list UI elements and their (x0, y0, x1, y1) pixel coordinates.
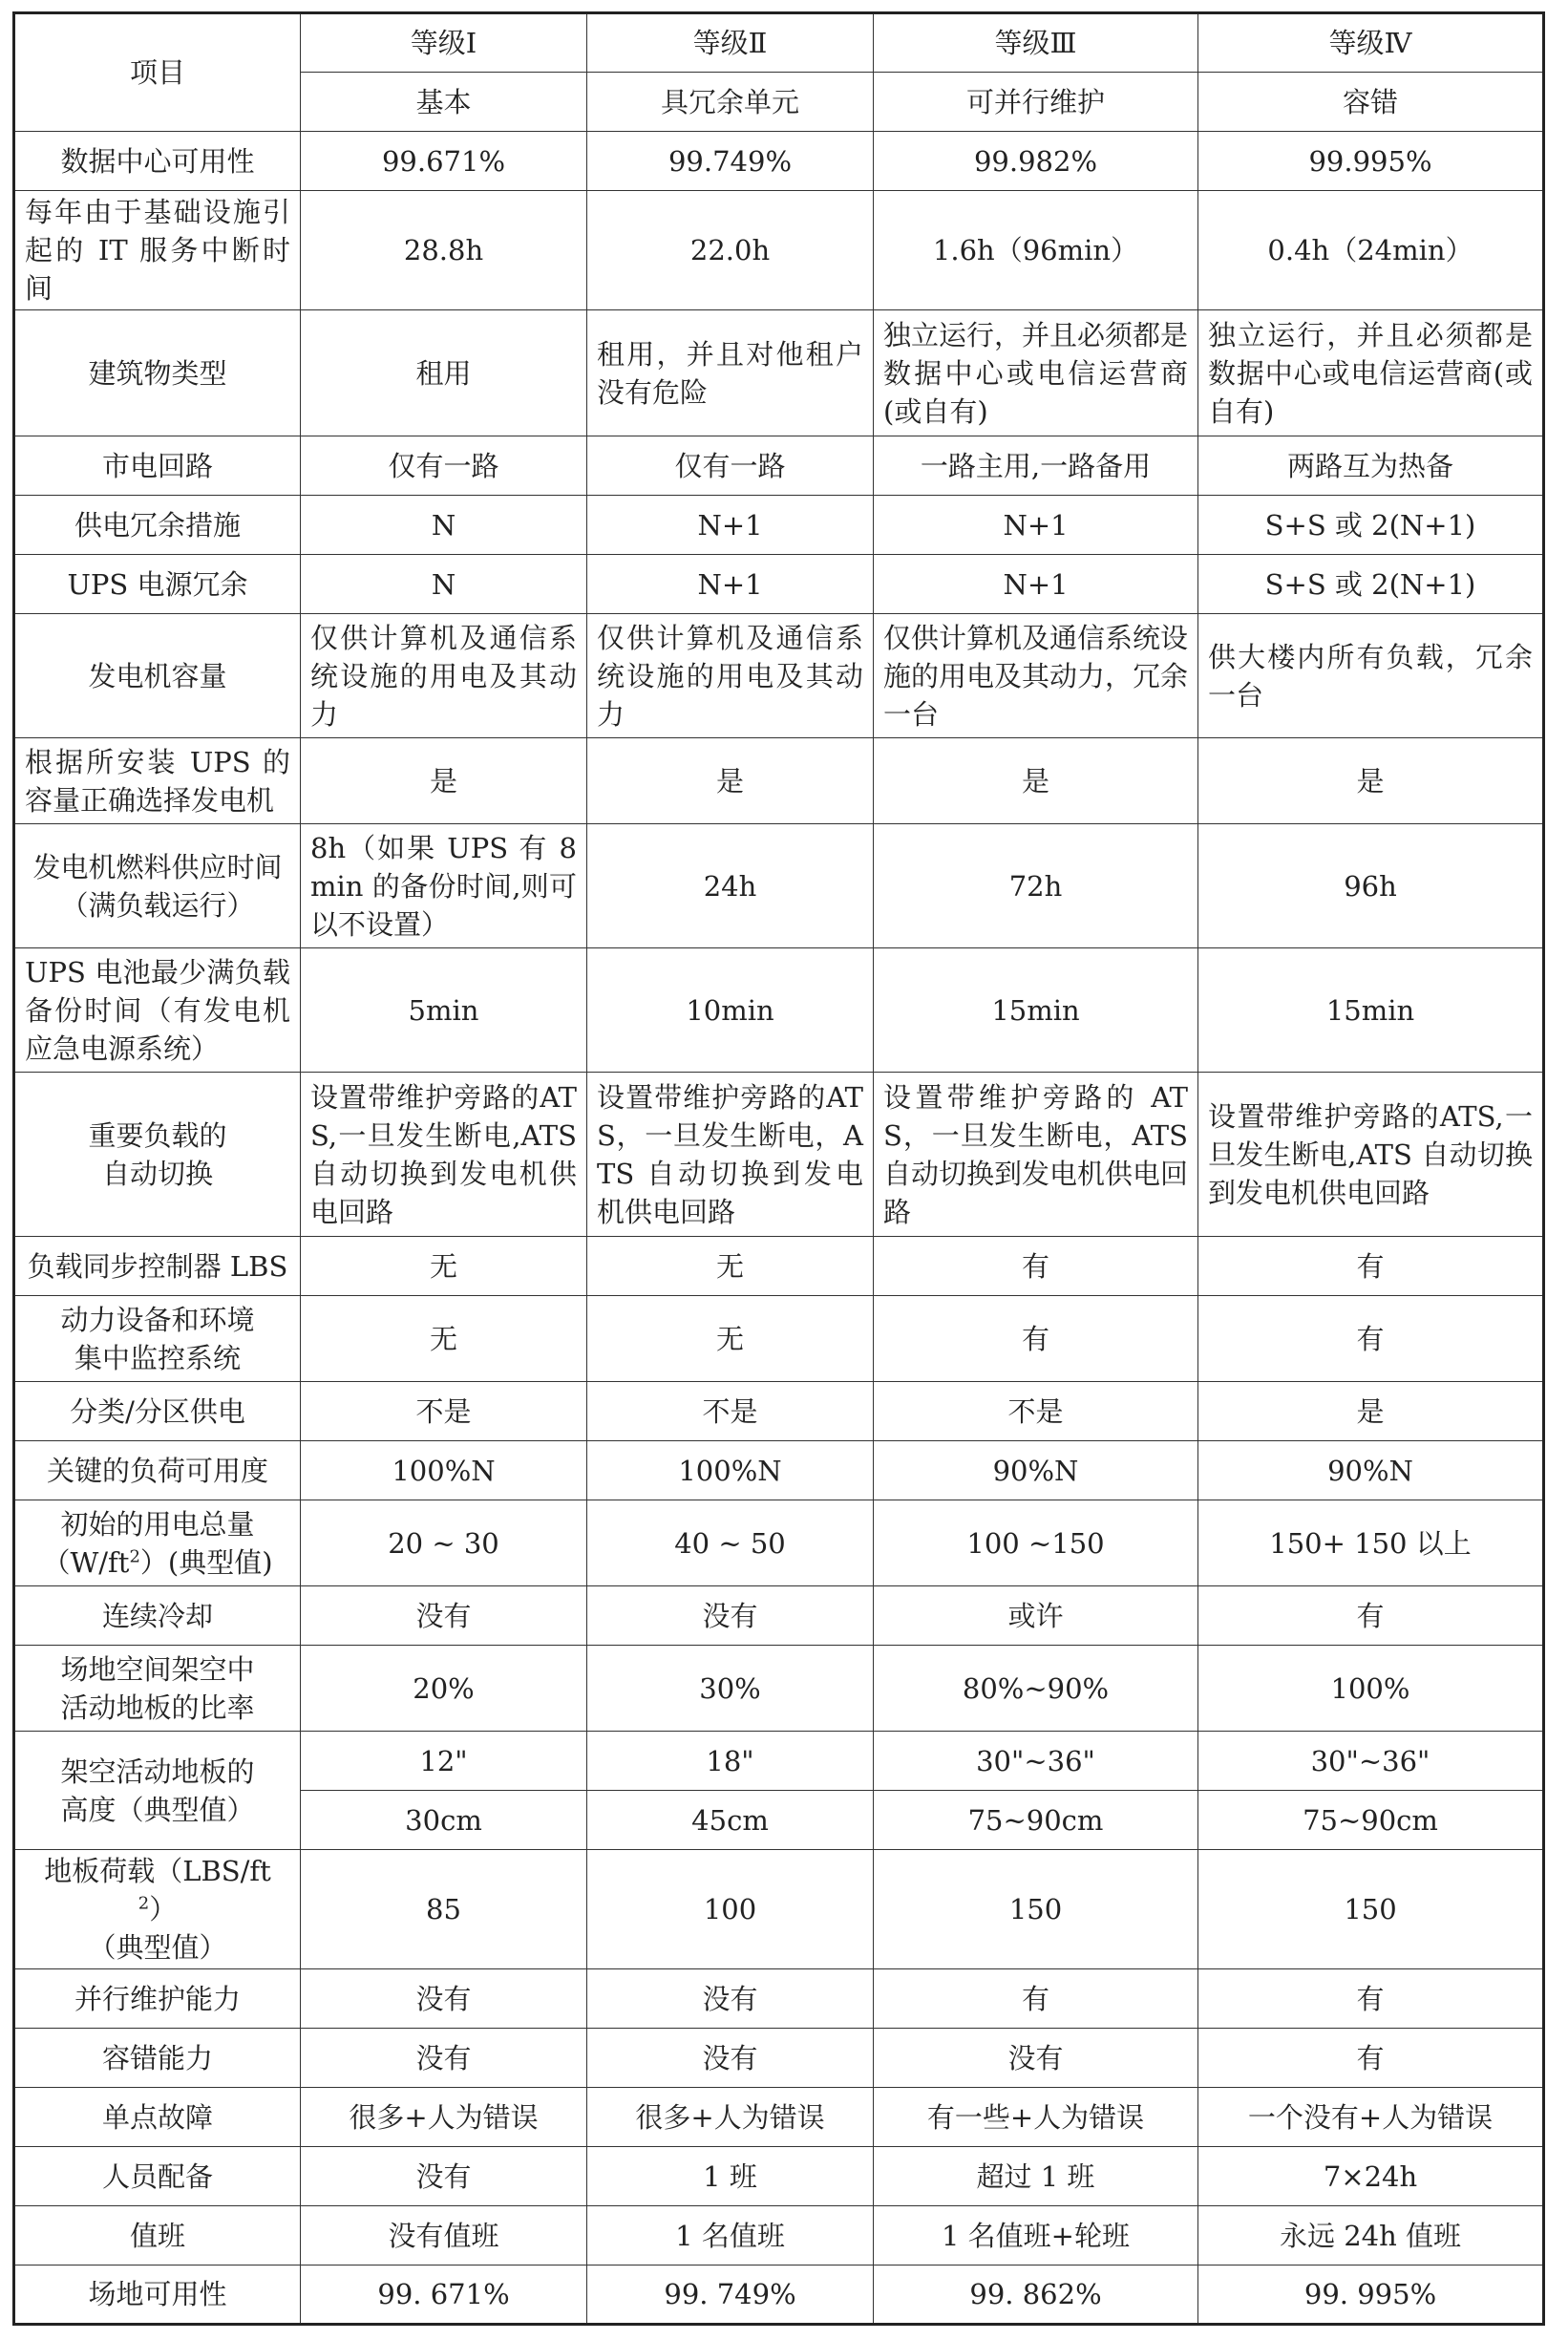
table-cell: 仅有一路 (587, 436, 874, 496)
table-cell: 99.982% (874, 132, 1198, 191)
table-cell: 没有 (587, 2029, 874, 2088)
table-row (14, 2029, 1544, 2088)
table-cell: 99.749% (587, 132, 874, 191)
table-cell: 没有 (587, 1969, 874, 2029)
table-row (14, 13, 1544, 73)
table-cell: 99. 749% (587, 2266, 874, 2325)
header-level-4: 等级Ⅳ (1198, 13, 1544, 73)
row-label: UPS 电源冗余 (14, 555, 301, 614)
table-row (14, 738, 1544, 824)
row-label-line: （典型值） (88, 1931, 227, 1964)
row-label-line (25, 1852, 290, 1928)
table-cell: 15min (1198, 948, 1544, 1073)
table-cell: 是 (301, 738, 587, 824)
table-cell: 租用，并且对他租户没有危险 (587, 310, 874, 436)
table-cell: 有 (1198, 1296, 1544, 1382)
table-cell: N+1 (874, 555, 1198, 614)
table-cell: 30"~36" (1198, 1732, 1544, 1791)
row-label-line: 初始的用电总量 (60, 1507, 255, 1541)
table-cell: 99. 995% (1198, 2266, 1544, 2325)
table-cell: 有一些+人为错误 (874, 2088, 1198, 2147)
table-cell: 仅供计算机及通信系统设施的用电及其动力 (301, 614, 587, 738)
table-cell: 1 名值班+轮班 (874, 2206, 1198, 2266)
table-cell: 独立运行，并且必须都是数据中心或电信运营商(或自有) (1198, 310, 1544, 436)
table-container (12, 11, 1542, 2323)
table-cell: 22.0h (587, 191, 874, 310)
table-cell: 40 ~ 50 (587, 1500, 874, 1586)
table-cell: 0.4h（24min） (1198, 191, 1544, 310)
table-cell: 100 ~150 (874, 1500, 1198, 1586)
table-row (14, 2088, 1544, 2147)
table-row (14, 614, 1544, 738)
table-cell: N (301, 555, 587, 614)
header-level-name-2: 具冗余单元 (587, 73, 874, 132)
table-cell: 10min (587, 948, 874, 1073)
row-label-line: 高度（典型值） (60, 1793, 255, 1826)
table-cell: 96h (1198, 824, 1544, 948)
table-row (14, 1296, 1544, 1382)
label-part: （W/ft (42, 1545, 130, 1579)
table-cell: 99.995% (1198, 132, 1544, 191)
table-row (14, 948, 1544, 1073)
superscript: 2 (129, 1545, 140, 1566)
label-part: ）(典型值) (139, 1545, 273, 1579)
row-label: 建筑物类型 (14, 310, 301, 436)
tier-comparison-table (12, 11, 1545, 2326)
row-label: 单点故障 (14, 2088, 301, 2147)
table-cell: 150 (874, 1850, 1198, 1969)
header-level-name-3: 可并行维护 (874, 73, 1198, 132)
table-cell: 99.671% (301, 132, 587, 191)
table-cell: 30cm (301, 1791, 587, 1850)
table-cell: 5min (301, 948, 587, 1073)
table-cell: 18" (587, 1732, 874, 1791)
row-label: 市电回路 (14, 436, 301, 496)
header-level-2: 等级Ⅱ (587, 13, 874, 73)
row-label: 场地可用性 (14, 2266, 301, 2325)
table-cell: 供大楼内所有负载，冗余一台 (1198, 614, 1544, 738)
row-label-line: 动力设备和环境 (60, 1303, 255, 1336)
table-cell: 150+ 150 以上 (1198, 1500, 1544, 1586)
table-row (14, 1073, 1544, 1237)
table-cell: 99. 862% (874, 2266, 1198, 2325)
table-cell: 是 (587, 738, 874, 824)
table-cell: N+1 (587, 496, 874, 555)
table-cell: 一路主用,一路备用 (874, 436, 1198, 496)
table-cell: 没有 (301, 1969, 587, 2029)
table-cell: 是 (1198, 738, 1544, 824)
table-cell: 100% (1198, 1646, 1544, 1732)
row-label-line: 架空活动地板的 (60, 1755, 255, 1788)
row-label: 容错能力 (14, 2029, 301, 2088)
table-row (14, 824, 1544, 948)
table-cell: 两路互为热备 (1198, 436, 1544, 496)
table-row (14, 2266, 1544, 2325)
table-row (14, 2206, 1544, 2266)
header-level-1: 等级Ⅰ (301, 13, 587, 73)
row-label (14, 1732, 301, 1850)
table-cell: 1.6h（96min） (874, 191, 1198, 310)
table-row (14, 1969, 1544, 2029)
row-label-line: 集中监控系统 (74, 1341, 241, 1374)
row-label (14, 1296, 301, 1382)
table-row (14, 496, 1544, 555)
table-cell: 仅供计算机及通信系统设施的用电及其动力，冗余一台 (874, 614, 1198, 738)
table-cell: 无 (587, 1237, 874, 1296)
row-label-line: 活动地板的比率 (60, 1691, 255, 1724)
table-cell: 不是 (874, 1382, 1198, 1441)
table-cell: 8h（如果 UPS 有 8min 的备份时间,则可以不设置） (301, 824, 587, 948)
table-row (14, 2147, 1544, 2206)
superscript: 2 (138, 1893, 150, 1914)
header-level-name-1: 基本 (301, 73, 587, 132)
row-label: 关键的负荷可用度 (14, 1441, 301, 1500)
row-label-line: 自动切换 (101, 1157, 213, 1190)
table-row (14, 1732, 1544, 1791)
table-row (14, 1850, 1544, 1969)
table-cell: 不是 (587, 1382, 874, 1441)
table-cell: 45cm (587, 1791, 874, 1850)
table-cell: 20 ~ 30 (301, 1500, 587, 1586)
table-cell: 是 (874, 738, 1198, 824)
table-cell: 无 (301, 1237, 587, 1296)
table-cell: 没有 (587, 1586, 874, 1646)
table-cell: 7×24h (1198, 2147, 1544, 2206)
table-cell: N+1 (874, 496, 1198, 555)
row-label: 每年由于基础设施引起的 IT 服务中断时间 (14, 191, 301, 310)
table-cell: 有 (1198, 2029, 1544, 2088)
header-level-name-4: 容错 (1198, 73, 1544, 132)
table-row (14, 1237, 1544, 1296)
row-label: 人员配备 (14, 2147, 301, 2206)
table-cell: 99. 671% (301, 2266, 587, 2325)
table-cell: 超过 1 班 (874, 2147, 1198, 2206)
row-label-line: 场地空间架空中 (60, 1652, 255, 1686)
table-cell: 30% (587, 1646, 874, 1732)
table-cell: 1 班 (587, 2147, 874, 2206)
table-cell: 1 名值班 (587, 2206, 874, 2266)
table-cell: 150 (1198, 1850, 1544, 1969)
row-label: 连续冷却 (14, 1586, 301, 1646)
row-label: 并行维护能力 (14, 1969, 301, 2029)
table-cell: 设置带维护旁路的ATS,一旦发生断电,ATS 自动切换到发电机供电回路 (1198, 1073, 1544, 1237)
table-cell: 仅有一路 (301, 436, 587, 496)
table-cell: 75~90cm (1198, 1791, 1544, 1850)
table-cell: 很多+人为错误 (587, 2088, 874, 2147)
row-label (14, 1073, 301, 1237)
header-level-3: 等级Ⅲ (874, 13, 1198, 73)
row-label (14, 1500, 301, 1586)
table-cell: 不是 (301, 1382, 587, 1441)
table-row (14, 310, 1544, 436)
table-cell: 有 (874, 1969, 1198, 2029)
table-row (14, 1441, 1544, 1500)
table-cell: 没有 (301, 2029, 587, 2088)
row-label (14, 1646, 301, 1732)
table-cell: 设置带维护旁路的 ATS，一旦发生断电，ATS 自动切换到发电机供电回路 (874, 1073, 1198, 1237)
table-cell: 无 (587, 1296, 874, 1382)
table-cell: S+S 或 2(N+1) (1198, 496, 1544, 555)
table-cell: 28.8h (301, 191, 587, 310)
row-label: 负载同步控制器 LBS (14, 1237, 301, 1296)
table-row (14, 191, 1544, 310)
row-label: 供电冗余措施 (14, 496, 301, 555)
table-cell: 90%N (874, 1441, 1198, 1500)
table-cell: 100 (587, 1850, 874, 1969)
table-cell: 80%~90% (874, 1646, 1198, 1732)
table-cell: 没有 (874, 2029, 1198, 2088)
table-cell: 或许 (874, 1586, 1198, 1646)
row-label-line: 重要负载的 (88, 1118, 227, 1152)
table-cell: 100%N (301, 1441, 587, 1500)
table-cell: N+1 (587, 555, 874, 614)
row-label: UPS 电池最少满负载备份时间（有发电机应急电源系统） (14, 948, 301, 1073)
table-cell: 30"~36" (874, 1732, 1198, 1791)
row-label (14, 1850, 301, 1969)
table-cell: 无 (301, 1296, 587, 1382)
table-row (14, 132, 1544, 191)
table-cell: 15min (874, 948, 1198, 1073)
table-cell: N (301, 496, 587, 555)
table-cell: 有 (874, 1296, 1198, 1382)
table-cell: 85 (301, 1850, 587, 1969)
table-cell: 一个没有+人为错误 (1198, 2088, 1544, 2147)
table-cell: 设置带维护旁路的ATS,一旦发生断电,ATS 自动切换到发电机供电回路 (301, 1073, 587, 1237)
table-cell: 90%N (1198, 1441, 1544, 1500)
table-cell: 租用 (301, 310, 587, 436)
table-row (14, 555, 1544, 614)
table-cell: 72h (874, 824, 1198, 948)
table-cell: 12" (301, 1732, 587, 1791)
table-cell: 24h (587, 824, 874, 948)
header-item-cell: 项目 (14, 13, 301, 132)
table-cell: 独立运行，并且必须都是数据中心或电信运营商(或自有) (874, 310, 1198, 436)
table-cell: 有 (874, 1237, 1198, 1296)
row-label: 发电机燃料供应时间（满负载运行） (14, 824, 301, 948)
table-cell: 有 (1198, 1586, 1544, 1646)
table-row (14, 1646, 1544, 1732)
row-label: 分类/分区供电 (14, 1382, 301, 1441)
table-cell: 仅供计算机及通信系统设施的用电及其动力 (587, 614, 874, 738)
table-row (14, 1500, 1544, 1586)
table-cell: 有 (1198, 1969, 1544, 2029)
table-cell: 是 (1198, 1382, 1544, 1441)
row-label: 值班 (14, 2206, 301, 2266)
table-row (14, 1586, 1544, 1646)
table-cell: 设置带维护旁路的ATS，一旦发生断电，ATS 自动切换到发电机供电回路 (587, 1073, 874, 1237)
table-cell: 100%N (587, 1441, 874, 1500)
row-label: 发电机容量 (14, 614, 301, 738)
table-cell: 永远 24h 值班 (1198, 2206, 1544, 2266)
table-cell: 很多+人为错误 (301, 2088, 587, 2147)
label-part: 地板荷载（LBS/ft (44, 1855, 271, 1887)
table-cell: 没有 (301, 1586, 587, 1646)
row-label: 数据中心可用性 (14, 132, 301, 191)
table-cell: 20% (301, 1646, 587, 1732)
table-cell: 没有 (301, 2147, 587, 2206)
table-cell: 没有值班 (301, 2206, 587, 2266)
table-row (14, 1382, 1544, 1441)
row-label: 根据所安装 UPS 的容量正确选择发电机 (14, 738, 301, 824)
label-part: ） (149, 1893, 178, 1925)
table-row (14, 436, 1544, 496)
table-cell: S+S 或 2(N+1) (1198, 555, 1544, 614)
table-cell: 有 (1198, 1237, 1544, 1296)
row-label-line (25, 1543, 290, 1582)
table-cell: 75~90cm (874, 1791, 1198, 1850)
